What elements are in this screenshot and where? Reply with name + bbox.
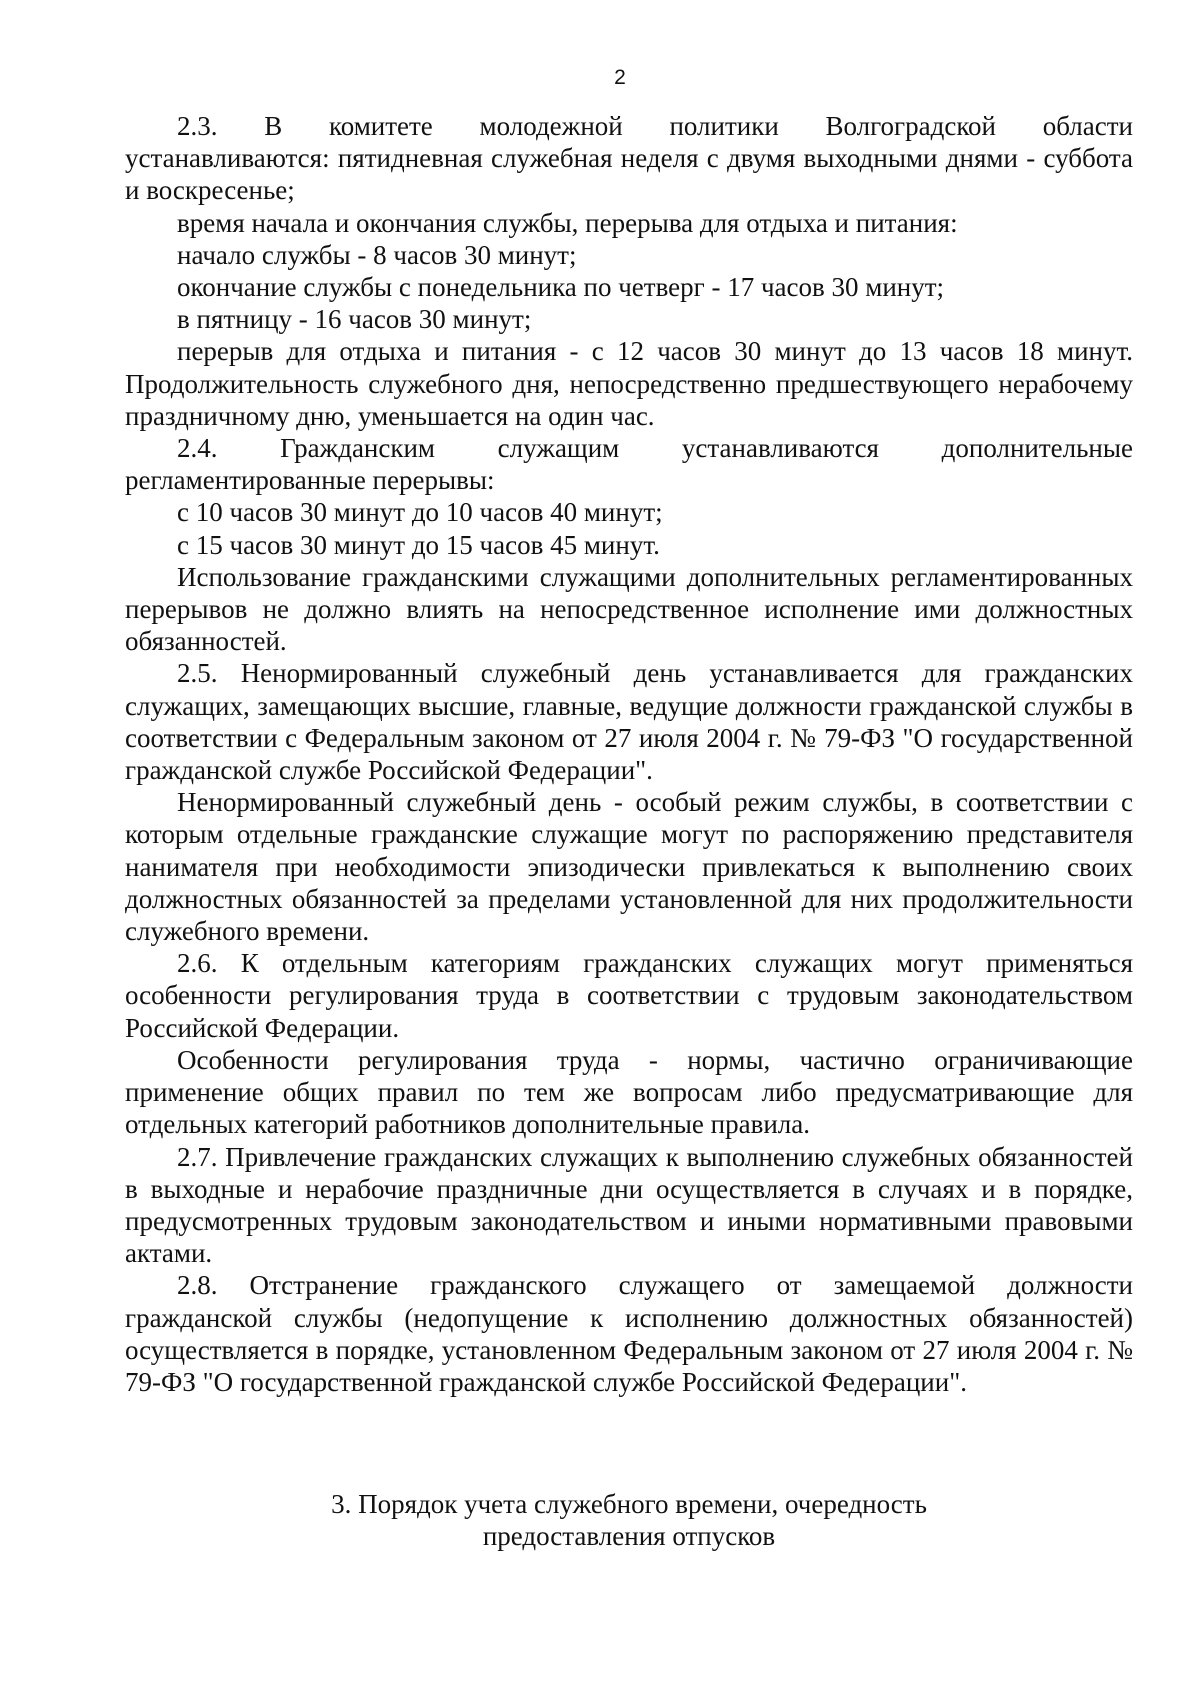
page-number: 2 (614, 66, 626, 89)
section-heading-line-2: предоставления отпусков (482, 1521, 776, 1552)
paragraph: 2.5. Ненормированный служебный день устанавливается для гражданских служащих, замещающих высшие, главные, ведущие должности гражданской службы в соответствии с Федеральным законом от 27 июля 2004 г. № 79-ФЗ "О государственной гражданской службе Российской Федерации". (125, 658, 1133, 786)
paragraph: в пятницу - 16 часов 30 минут; (177, 304, 532, 335)
section-heading (125, 1488, 1133, 1552)
paragraph: 2.4. Гражданским служащим устанавливаются дополнительные регламентированные перерывы: (125, 433, 1133, 496)
paragraph: начало службы - 8 часов 30 минут; (177, 239, 577, 270)
paragraph: Использование гражданскими служащими дополнительных регламентированных перерывов не должно влиять на непосредственное исполнение ими должностных обязанностей. (125, 561, 1133, 657)
paragraph: время начала и окончания службы, перерыва для отдыха и питания: (177, 207, 958, 238)
paragraph: перерыв для отдыха и питания - с 12 часов 30 минут до 13 часов 18 минут. Продолжительность служебного дня, непосредственно предшествующего нерабочему праздничному дню, уменьшается на один час. (125, 336, 1133, 431)
paragraph: 2.7. Привлечение гражданских служащих к выполнению служебных обязанностей в выходные и нерабочие праздничные дни осуществляется в случаях и в порядке, предусмотренных трудовым законодательством и иными нормативными правовыми актами. (125, 1141, 1133, 1269)
paragraph: с 10 часов 30 минут до 10 часов 40 минут; (177, 497, 663, 528)
section-heading-line-1: 3. Порядок учета служебного времени, очередность (331, 1489, 927, 1519)
paragraph: 2.8. Отстранение гражданского служащего от замещаемой должности гражданской службы (недопущение к исполнению должностных обязанностей) осуществляется в порядке, установленном Федеральным законом от 27 июля 2004 г. № 79-ФЗ "О государственной гражданской службе Российской Федерации". (125, 1270, 1133, 1397)
paragraph: 2.6. К отдельным категориям гражданских служащих могут применяться особенности регулирования труда в соответствии с трудовым законодательством Российской Федерации. (125, 948, 1133, 1043)
paragraph: устанавливаются: пятидневная служебная неделя с двумя выходными днями - суббота и воскресенье; (125, 143, 1133, 206)
paragraph: 2.3. В комитете молодежной политики Волгоградской области (177, 111, 1133, 141)
paragraph: Ненормированный служебный день - особый режим службы, в соответствии с которым отдельные гражданские служащие могут по распоряжению представителя нанимателя при необходимости эпизодически привлекаться к выполнению своих должностных обязанностей за пределами установленной для них продолжительности служебного времени. (125, 787, 1133, 947)
document-body (125, 110, 1133, 1398)
paragraph: Особенности регулирования труда - нормы, частично ограничивающие применение общих правил по тем же вопросам либо предусматривающие для отдельных категорий работников дополнительные правила. (125, 1044, 1133, 1140)
paragraph: с 15 часов 30 минут до 15 часов 45 минут. (177, 529, 660, 560)
paragraph: окончание службы с понедельника по четверг - 17 часов 30 минут; (177, 272, 945, 303)
